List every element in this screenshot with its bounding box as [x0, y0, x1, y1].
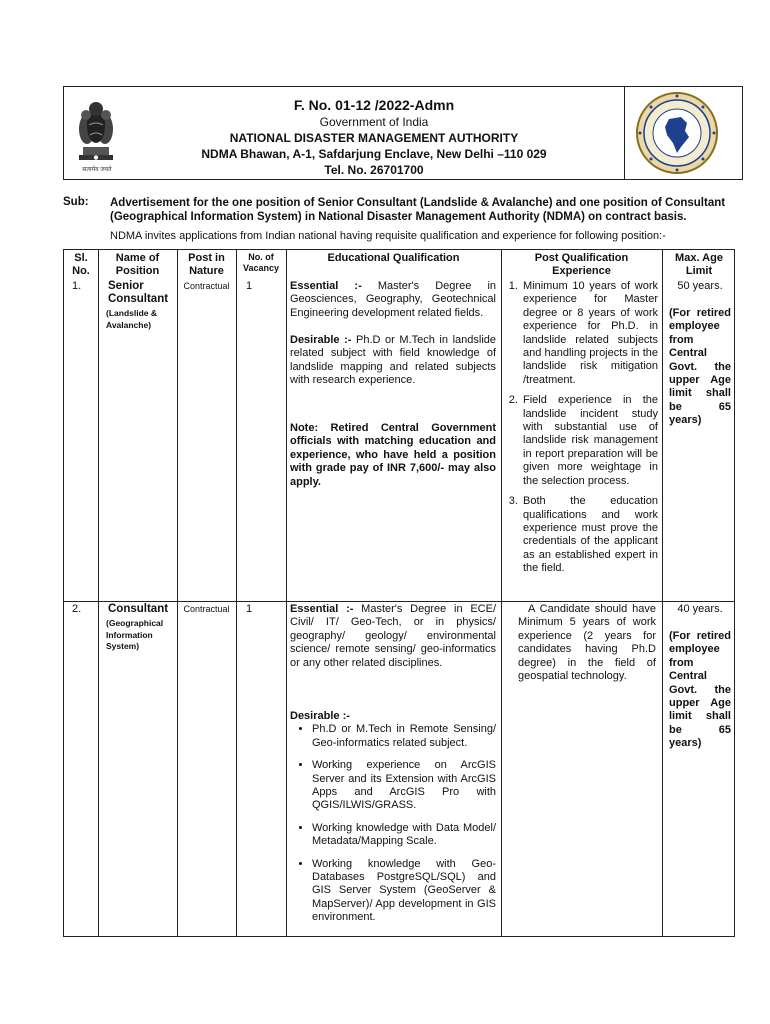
intro-text: NDMA invites applications from Indian national having requisite qualification and experience for following position:-: [110, 230, 666, 242]
row2-desirable-item: • Working knowledge with Geo-Databases PostgreSQL/SQL) and GIS Server System (GeoServer & MapServer)/ App development in GIS environment.: [312, 858, 496, 925]
header-post-qualification-experience: Post Qualification Experience: [534, 252, 629, 277]
letterhead-text: [134, 95, 614, 177]
row2-max-age: 40 years.: [677, 603, 723, 615]
header-sl-no: Sl. No.: [72, 252, 90, 277]
row2-position-name: Consultant: [108, 603, 169, 615]
ndma-logo-icon: [635, 91, 719, 175]
telephone-line: Tel. No. 26701700: [324, 163, 424, 177]
file-number: F. No. 01-12 /2022-Admn: [293, 97, 455, 113]
row1-post-qualification: [505, 280, 658, 583]
row2-desirable: [290, 710, 496, 934]
row1-desirable: [290, 334, 496, 388]
row2-essential-text: Master's Degree in ECE/ Civil/ IT/ Geo-Tech, or in physics/ geography/ geology/ environmental science/ remote sensing/ geo-informatics or any other related disciplines.: [290, 603, 496, 669]
col-divider: [98, 250, 99, 936]
row1-note: Note: Retired Central Government officials with matching education and experience, who have held a position with grade pay of INR 7,600/- may also apply.: [290, 422, 496, 488]
authority-name: NATIONAL DISASTER MANAGEMENT AUTHORITY: [229, 131, 519, 145]
row2-post-nature: Contractual: [183, 604, 230, 614]
row2-desirable-label: Desirable :-: [290, 710, 350, 722]
header-max-age: Max. Age Limit: [675, 252, 723, 277]
row1-max-age: 50 years.: [677, 280, 723, 292]
row-divider: [64, 601, 734, 602]
col-divider: [286, 250, 287, 936]
row1-essential: [290, 280, 496, 320]
row2-desirable-item: • Working knowledge with Data Model/ Metadata/Mapping Scale.: [312, 822, 496, 849]
subject-text: Advertisement for the one position of Senior Consultant (Landslide & Avalanche) and one position of Consultant (Geographical Information System) in National Disaster Management Authority (NDMA) on contract basis.: [110, 197, 726, 223]
row1-post-nature: Contractual: [183, 281, 230, 291]
letterhead: [63, 86, 743, 180]
emblem-motto: सत्यमेव जयते: [82, 167, 112, 173]
row1-essential-text: Master's Degree in Geosciences, Geography, Geotechnical Engineering development related fields.: [290, 280, 497, 319]
subject-label: Sub:: [63, 196, 89, 208]
row1-pq-item: 1. Minimum 10 years of work experience for Master degree or 8 years of work experience for Ph.D. in landslide related subjects and handling projects in the landslide risk mitigation /treatment.: [521, 280, 658, 387]
header-educational-qualification: Educational Qualification: [327, 252, 460, 264]
row2-desirable-item: • Ph.D or M.Tech in Remote Sensing/ Geo-informatics related subject.: [312, 723, 496, 750]
row1-pq-item: 3. Both the education qualifications and work experience must prove the credentials of the applicant as an established expert in the field.: [521, 495, 658, 575]
row2-post-qualification: A Candidate should have Minimum 5 years of work experience (2 years for candidates having Ph.D degree) in the field of geospatial technology.: [518, 603, 656, 683]
row2-essential-label: Essential :-: [290, 603, 354, 615]
address-line: NDMA Bhawan, A-1, Safdarjung Enclave, New Delhi –110 029: [201, 147, 547, 161]
row1-desirable-text: Ph.D or M.Tech in landslide related subject with field knowledge of landslide mapping and related subjects with research experience.: [290, 334, 496, 387]
row2-sl-no: 2.: [72, 603, 82, 615]
row1-essential-label: Essential :-: [290, 280, 362, 292]
row2-position-subtitle: (Geographical Information System): [106, 618, 164, 651]
row1-vacancy: 1: [246, 280, 253, 292]
row2-age-note: (For retired employee from Central Govt. the upper Age limit shall be 65 years): [669, 630, 731, 750]
header-vacancy: No. of Vacancy: [242, 252, 280, 273]
government-line: Government of India: [319, 115, 429, 129]
row1-sl-no: 1.: [72, 280, 82, 292]
header-position-name: Name of Position: [115, 252, 160, 277]
header-post-nature: Post in Nature: [188, 252, 225, 277]
row1-position-name: Senior Consultant: [108, 280, 169, 306]
ndma-logo-box: [624, 87, 745, 179]
col-divider: [236, 250, 237, 936]
row2-desirable-item: • Working experience on ArcGIS Server and its Extension with ArcGIS Apps and ArcGIS Pro with QGIS/ILWIS/GRASS.: [312, 759, 496, 813]
row1-desirable-label: Desirable :-: [290, 334, 352, 346]
row2-vacancy: 1: [246, 603, 253, 615]
positions-table: [63, 249, 735, 937]
row1-pq-item: 2. Field experience in the landslide incident study with substantial use of landslide risk management in report preparation will be given more weightage in the selection process.: [521, 394, 658, 488]
col-divider: [177, 250, 178, 936]
row1-age-note: (For retired employee from Central Govt. the upper Age limit shall be 65 years): [669, 307, 731, 427]
row1-position-subtitle: (Landslide & Avalanche): [106, 308, 158, 330]
row2-essential: [290, 603, 496, 670]
col-divider: [501, 250, 502, 936]
col-divider: [662, 250, 663, 936]
